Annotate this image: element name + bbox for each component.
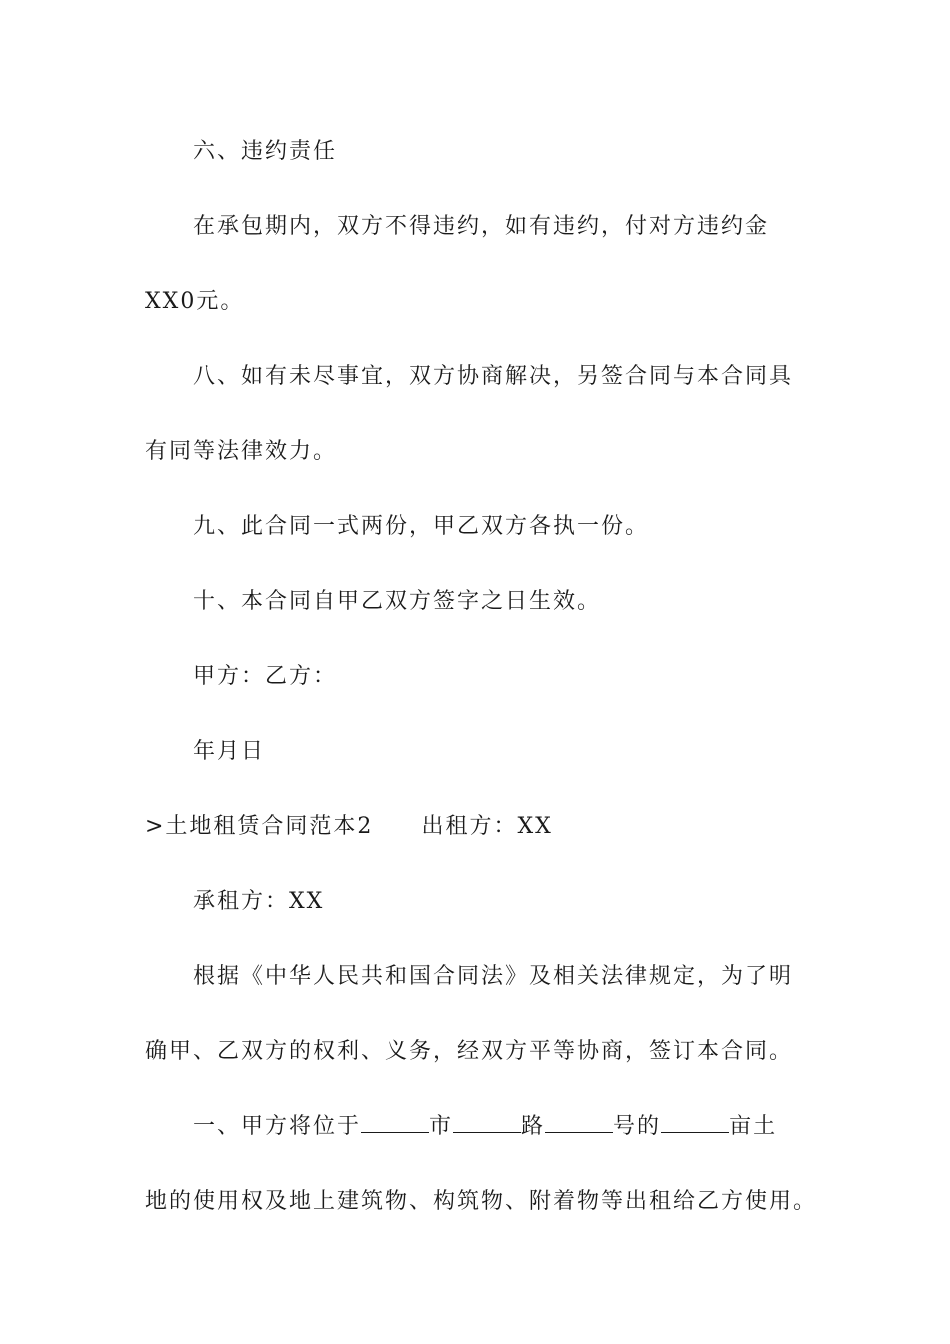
blank-field-city [361,1112,429,1133]
clause-text: 一、甲方将位于 [193,1114,362,1139]
lessor-label: 出租方：XX [421,814,553,839]
paragraph-line: 确甲、乙双方的权利、义务，经双方平等协商，签订本合同。 [145,1039,794,1064]
paragraph-line: 根据《中华人民共和国合同法》及相关法律规定，为了明 [193,964,794,989]
paragraph-line: 十、本合同自甲乙双方签字之日生效。 [193,589,602,614]
paragraph-line-with-blanks [193,1112,810,1142]
paragraph-line: XX0元。 [145,289,245,314]
paragraph-line: 地的使用权及地上建筑物、构筑物、附着物等出租给乙方使用。 [145,1189,818,1214]
clause-text: 市 [429,1114,454,1139]
paragraph-line: 八、如有未尽事宜，双方协商解决，另签合同与本合同具 [193,364,794,389]
blank-field-area [661,1112,729,1133]
blank-field-number [545,1112,613,1133]
section-heading-liability: 六、违约责任 [193,139,338,164]
signature-date: 年月日 [193,739,266,764]
paragraph-line: 九、此合同一式两份，甲乙双方各执一份。 [193,514,650,539]
clause-text: 号的 [613,1114,662,1139]
contract-title: >土地租赁合同范本2 [145,814,374,839]
blank-field-road [453,1112,521,1133]
paragraph-line: 有同等法律效力。 [145,439,338,464]
clause-text: 亩土 [729,1114,778,1139]
lessee-label: 承租方：XX [193,889,325,914]
clause-text: 路 [521,1114,546,1139]
paragraph-line: 在承包期内，双方不得违约，如有违约，付对方违约金 [193,214,770,239]
contract-title-line [145,812,810,842]
signature-parties: 甲方：乙方： [193,664,338,689]
